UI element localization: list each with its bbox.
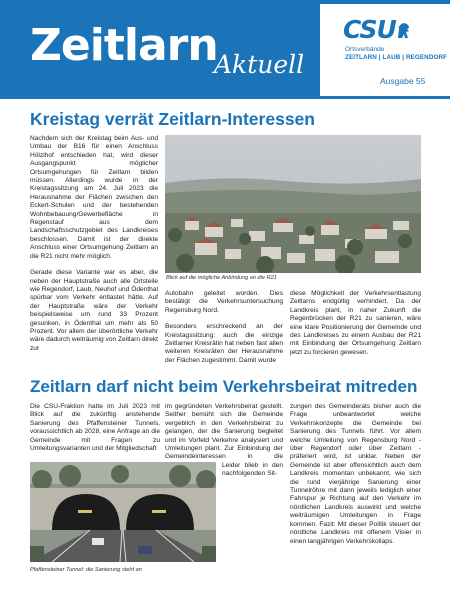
article2-column-3	[290, 403, 421, 585]
article1-headline: Kreistag verrät Zeitlarn-Interessen	[30, 109, 315, 129]
article2-column-2a	[165, 403, 283, 461]
article1-photo-caption: Blick auf die mögliche Anbindung an die R21	[166, 275, 277, 281]
article1-col2-paragraph-2: Besonders erschreckend an der Kreistagssitzung: auch die einzige Zeitlarner Kreisrätin hat neben fast allen weiteren Kreisräten der Herausnahme der Flächen zugestimmt. Damit wurde	[165, 323, 283, 364]
article1-col3-paragraph-1: diese Möglichkeit der Verkehrsentlastung Zeitlarns endgültig verhindert. Da der Landkreis plant, in naher Zukunft die Regenbrücken der R21 zu sanieren, wäre eine klare Positionierung der Gemeinde und des Landkreises zu einem Ausbau der R21 mit Einbindung der Ortsumgehung Zeitlarn jetzt zu forcieren gewesen.	[290, 290, 421, 356]
newsletter-title: Zeitlarn	[30, 20, 218, 71]
newsletter-subtitle: Aktuell	[214, 50, 305, 79]
article2-col2-paragraph-1: im gegründeten Verkehrsbeirat gestellt. Seither bemüht sich die Gemeinde vergeblich in den Verkehrsbeirat zu gelangen, der die Sanierung begleitet und im Vorfeld Verkehre analysiert und Umleitungen plant. Zur Einbindung der Gemeindeinteressen in die	[165, 403, 283, 461]
article1-column-3	[290, 290, 421, 370]
lion-icon	[395, 20, 413, 40]
article2-col2-paragraph-2: Leider blieb in den nachfolgenden Sit-	[222, 462, 283, 478]
article2-column-2b	[222, 462, 283, 586]
article1-column-1	[30, 135, 158, 367]
tunnel-image	[30, 462, 216, 562]
csu-logo: CSU	[343, 15, 396, 44]
masthead-divider	[0, 96, 450, 99]
ortsverband-label: Ortsverbände	[345, 46, 385, 53]
article2-column-1	[30, 403, 160, 453]
article1-col2-paragraph-1: Autobahn geleitet worden. Dies bestätigt die Verkehrsuntersuchung Regensburg Nord.	[165, 290, 283, 314]
article1-column-2	[165, 290, 283, 370]
article1-col1-paragraph-1: Nachdem sich der Kreistag beim Aus- und Umbau der B16 für einen Anschluss Hölzlhof entschieden hat, wird dieser Ausgangspunkt möglicher Ortsumgehungen für Zeitlarn bilden müssen. Allerdings wurde in der Kreistagssitzung am 24. Juli 2023 die Herausnahme der Flächen zwischen den Eckert-Schulen und der bestehenden Wohnbebauung/Gewerbefläche in Regenstauf aus dem Landschaftsschutzgebiet des Landkreises beschlossen. Damit ist der direkte Anschluss einer Ortsumgehung Zeitlarn an die R21 nicht mehr möglich.	[30, 135, 158, 260]
article2-col3-paragraph-1: zungen des Gemeinderats bisher auch die Frage unbeantwortet welche Verkehrskonzepte die Gemeinde bei Sanierung des Tunnels führt. Vor allem welche Umleitung von Regensburg Nord - über Regendorf oder über Zeitlarn - präferiert wird, ist unklar. Neben der Gemeinde ist aber offensichtlich auch dem Landkreis momentan unbekannt, wie sich die rund vierjährige Sanierung einer Tunnelröhre mit dann jeweils lediglich einer Fahrspur je Richtung auf den Verkehr im nördlichen Landkreis auswirkt und welche weiträumigen Umleitungen in Frage kommen. Fazit: Mit dieser Politik steuert der nördliche Landkreis mit offenem Visier in einen langjährigen Verkehrskollaps.	[290, 403, 421, 545]
townscape-image	[165, 135, 421, 273]
article2-headline: Zeitlarn darf nicht beim Verkehrsbeirat mitreden	[30, 377, 418, 396]
article1-col1-paragraph-2: Gerade diese Variante war es aber, die neben der Hauptstraße auch alle Ortsteile wie Regendorf, Laub, Neuhof und Ödenthal spürbar vom Verkehr entlastet hätte. Auf der Hauptstraße wäre der Verkehr beispielsweise um rund 33 Prozent gesunken, in Ödenthal um mehr als 50 Prozent. Vor allem der überörtliche Verkehr wäre dadurch weiträumig von Zeitlarn direkt zur	[30, 269, 158, 352]
issue-number: Ausgabe 55	[380, 76, 426, 86]
article2-col1-paragraph-1: Die CSU-Fraktion hatte im Juli 2023 mit Blick auf die zukünftig anstehende Sanierung des Pfaffensteiner Tunnels, voraussichtlich ab 2028, eine Anfrage an die Gemeinde mit Fragen zu Umleitungsvarianten und der Mitgliedschaft	[30, 403, 160, 453]
masthead	[0, 0, 450, 96]
article2-photo	[30, 462, 216, 562]
towns-label: ZEITLARN | LAUB | REGENDORF	[345, 54, 448, 61]
article2-photo-caption: Pfaffensteiner Tunnel: die Sanierung steht an	[30, 567, 142, 573]
article1-photo	[165, 135, 421, 273]
